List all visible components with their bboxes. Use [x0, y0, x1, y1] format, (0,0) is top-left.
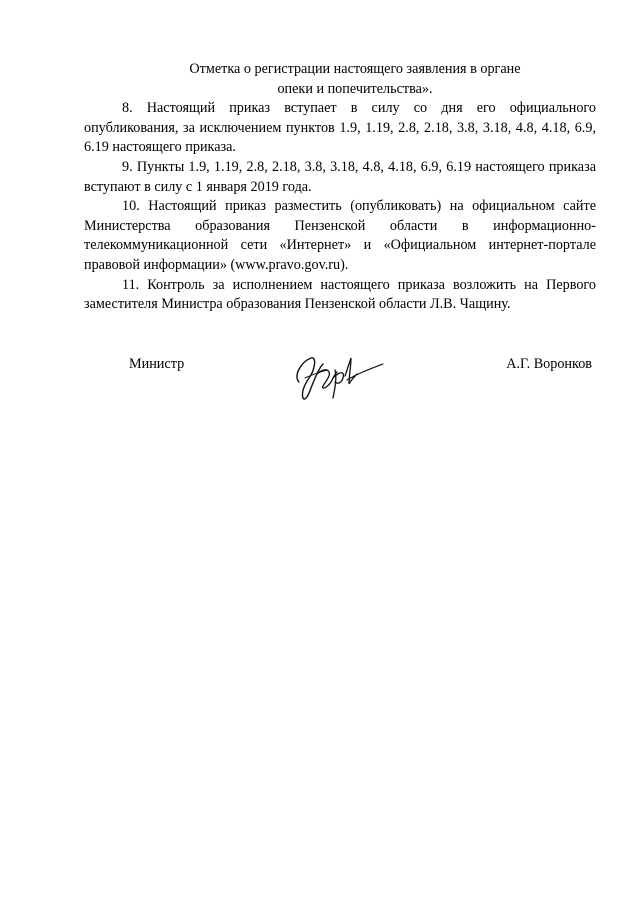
- signatory-name: А.Г. Воронков: [506, 356, 592, 372]
- registration-note-line-1: Отметка о регистрации настоящего заявления в органе: [189, 61, 521, 77]
- document-body: [84, 60, 596, 315]
- registration-note-line-2: опеки и попечительства».: [277, 80, 433, 97]
- paragraph-9: 9. Пункты 1.9, 1.19, 2.8, 2.18, 3.8, 3.18, 4.8, 4.18, 6.9, 6.19 настоящего приказа вступают в силу с 1 января 2019 года.: [84, 158, 596, 195]
- signatory-title: Министр: [129, 356, 185, 372]
- paragraph-11: 11. Контроль за исполнением настоящего приказа возложить на Первого заместителя Министра образования Пензенской области Л.В. Чащину.: [84, 276, 596, 313]
- paragraph-8: 8. Настоящий приказ вступает в силу со дня его официального опубликования, за исключением пунктов 1.9, 1.19, 2.8, 2.18, 3.8, 3.18, 4.8, 4.18, 6.9, 6.19 настоящего приказа.: [84, 100, 596, 156]
- handwritten-signature: [287, 348, 387, 408]
- signature-block: [84, 348, 596, 408]
- paragraph-10: 10. Настоящий приказ разместить (опубликовать) на официальном сайте Министерства образования Пензенской области в информационно-телекоммуникационной сети «Интернет» и «Официальном интернет-портале правовой информации» (www.pravo.gov.ru).: [84, 198, 596, 273]
